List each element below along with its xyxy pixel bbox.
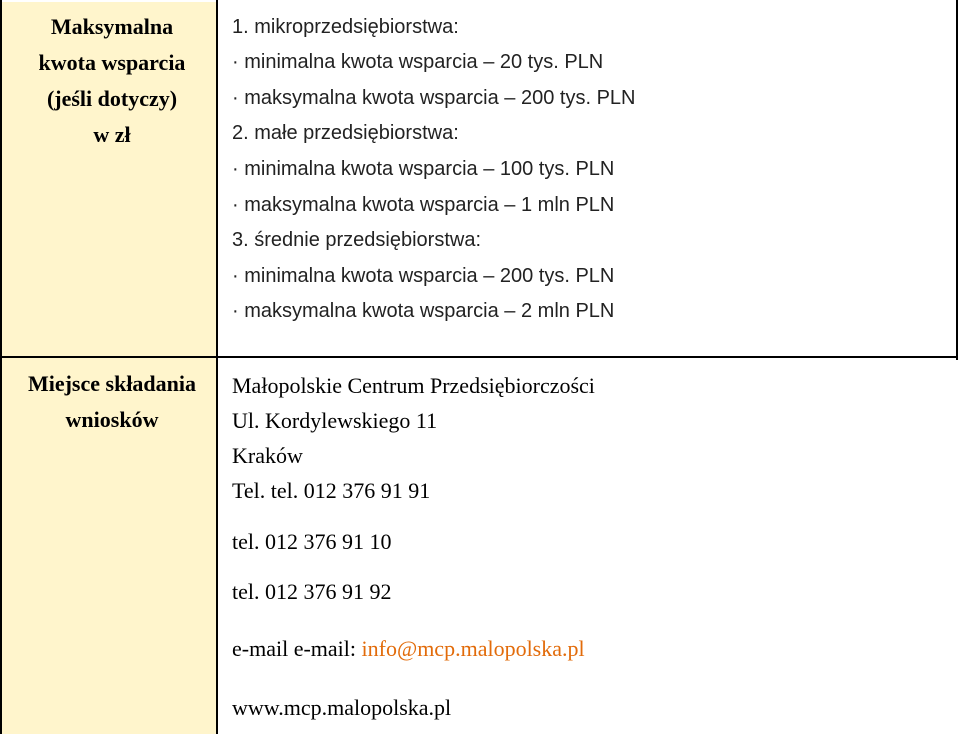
table-border-right	[956, 0, 958, 360]
institution-name: Małopolskie Centrum Przedsiębiorczości	[232, 373, 595, 398]
email-link[interactable]: info@mcp.malopolska.pl	[361, 636, 585, 661]
max-amount-label-line-2: kwota wsparcia	[38, 50, 186, 75]
phone-2: tel. 012 376 91 10	[232, 529, 392, 554]
row-divider	[0, 356, 958, 358]
max-amount-label-line-3: (jeśli dotyczy)	[46, 86, 178, 111]
small-enterprise-heading: 2. małe przedsiębiorstwa:	[232, 122, 459, 144]
micro-enterprise-heading: 1. mikroprzedsiębiorstwa:	[232, 16, 459, 38]
medium-min-amount: · minimalna kwota wsparcia – 200 tys. PLN	[232, 265, 615, 287]
street-address: Ul. Kordylewskiego 11	[232, 408, 438, 433]
column-divider	[216, 0, 218, 734]
small-max-amount: · maksymalna kwota wsparcia – 1 mln PLN	[232, 194, 615, 216]
medium-max-amount: · maksymalna kwota wsparcia – 2 mln PLN	[232, 300, 615, 322]
micro-max-amount: · maksymalna kwota wsparcia – 200 tys. PLN	[232, 87, 636, 109]
max-amount-label-line-1: Maksymalna	[50, 14, 174, 39]
submission-place-label-line-1: Miejsce składania	[27, 371, 197, 396]
email-prefix: e-mail e-mail:	[232, 636, 362, 661]
email-line	[232, 636, 585, 662]
website[interactable]: www.mcp.malopolska.pl	[232, 695, 452, 720]
table-border-left	[0, 0, 2, 734]
submission-place-label-line-2: wniosków	[65, 407, 159, 432]
medium-enterprise-heading: 3. średnie przedsiębiorstwa:	[232, 229, 482, 251]
phone-1: Tel. tel. 012 376 91 91	[232, 478, 431, 503]
phone-3: tel. 012 376 91 92	[232, 579, 392, 604]
small-min-amount: · minimalna kwota wsparcia – 100 tys. PLN	[232, 158, 615, 180]
city: Kraków	[232, 443, 303, 468]
micro-min-amount: · minimalna kwota wsparcia – 20 tys. PLN	[232, 51, 604, 73]
max-amount-label-line-4: w zł	[93, 122, 131, 147]
